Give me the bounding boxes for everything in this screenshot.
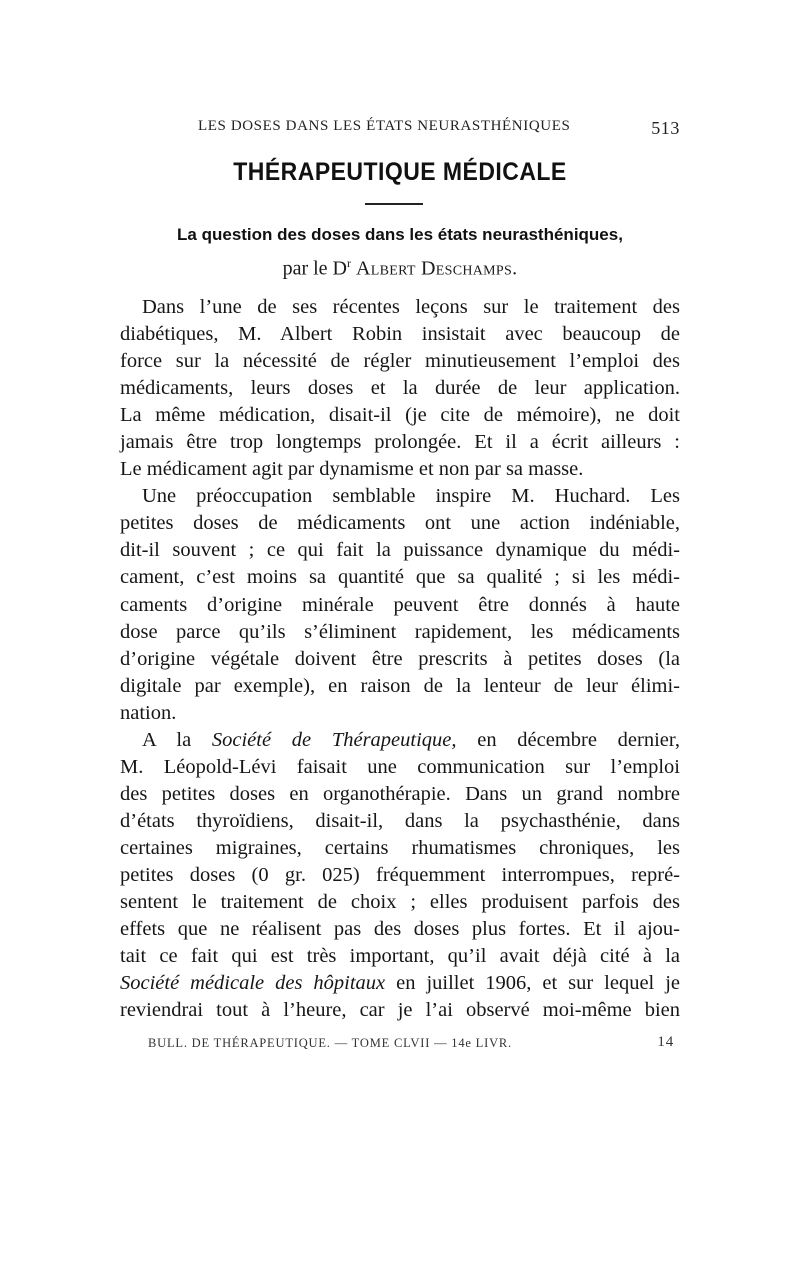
text-line: Dans l’une de ses récentes leçons sur le traitement des [142, 296, 680, 318]
text-line: nation. [120, 701, 177, 724]
footer-signature: 14 [657, 1034, 674, 1050]
page-number: 513 [651, 118, 680, 138]
text-line: Société médicale des hôpitaux en juillet 1906, et sur lequel je [120, 972, 680, 995]
text-line: La même médication, disait-il (je cite de mémoire), ne doit [120, 404, 680, 427]
text-line: petites doses de médicaments ont une action indéniable, [120, 512, 680, 535]
text-line: Le médicament agit par dynamisme et non par sa masse. [120, 458, 584, 481]
text-line: certaines migraines, certains rhumatismes chroniques, les [120, 836, 680, 859]
author-name: Albert Deschamps. [356, 257, 518, 280]
text-line: diabétiques, M. Albert Robin insistait avec beaucoup de [120, 323, 680, 346]
byline-prefix: par le D [282, 257, 347, 280]
text-line: effets que ne réalisent pas des doses plus fortes. Et il ajou- [120, 918, 680, 941]
italic-title: Société médicale des hôpitaux [120, 972, 386, 995]
text-line: d’origine végétale doivent être prescrits à petites doses (la [120, 647, 680, 670]
article-title: La question des doses dans les états neurasthéniques, [177, 225, 623, 244]
running-title: LES DOSES DANS LES ÉTATS NEURASTHÉNIQUES [198, 118, 571, 134]
text-line: reviendrai tout à l’heure, car je l’ai observé moi-même bien [120, 999, 680, 1022]
text-line: dose parce qu’ils s’éliminent rapidement, les médicaments [120, 620, 680, 643]
text-line: d’états thyroïdiens, disait-il, dans la psychasthénie, dans [120, 809, 680, 832]
italic-title: Société de Thérapeutique, [211, 728, 457, 751]
text-line: digitale par exemple), en raison de la lenteur de leur élimi- [120, 674, 680, 697]
title-rule [365, 203, 423, 205]
article-body [120, 294, 680, 1024]
footer-text: BULL. DE THÉRAPEUTIQUE. — TOME CLVII — 14e LIVR. [148, 1036, 512, 1050]
text-line: petites doses (0 gr. 025) fréquemment interrompues, repré- [120, 863, 680, 886]
text-line: sentent le traitement de choix ; elles produisent parfois des [120, 891, 680, 914]
text-line: Une préoccupation semblable inspire M. Huchard. Les [142, 485, 680, 508]
text-line: force sur la nécessité de régler minutieusement l’emploi des [120, 350, 680, 373]
text-line: A la Société de Thérapeutique, en décembre dernier, [142, 728, 680, 751]
text-line: caments d’origine minérale peuvent être donnés à haute [120, 593, 680, 616]
section-title: THÉRAPEUTIQUE MÉDICALE [233, 158, 567, 186]
text-line: cament, c’est moins sa quantité que sa qualité ; si les médi- [120, 566, 680, 589]
text-line: dit-il souvent ; ce qui fait la puissance dynamique du médi- [120, 539, 680, 562]
text-line: tait ce fait qui est très important, qu’il avait déjà cité à la [120, 945, 680, 968]
text-line: des petites doses en organothérapie. Dans un grand nombre [120, 782, 680, 805]
text-line: M. Léopold-Lévi faisait une communication sur l’emploi [120, 755, 680, 778]
byline-superscript: r [347, 256, 351, 270]
byline [0, 256, 800, 281]
page-footer [148, 1036, 680, 1051]
text-line: médicaments, leurs doses et la durée de leur application. [120, 377, 680, 400]
text-line: jamais être trop longtemps prolongée. Et il a écrit ailleurs : [120, 431, 680, 454]
